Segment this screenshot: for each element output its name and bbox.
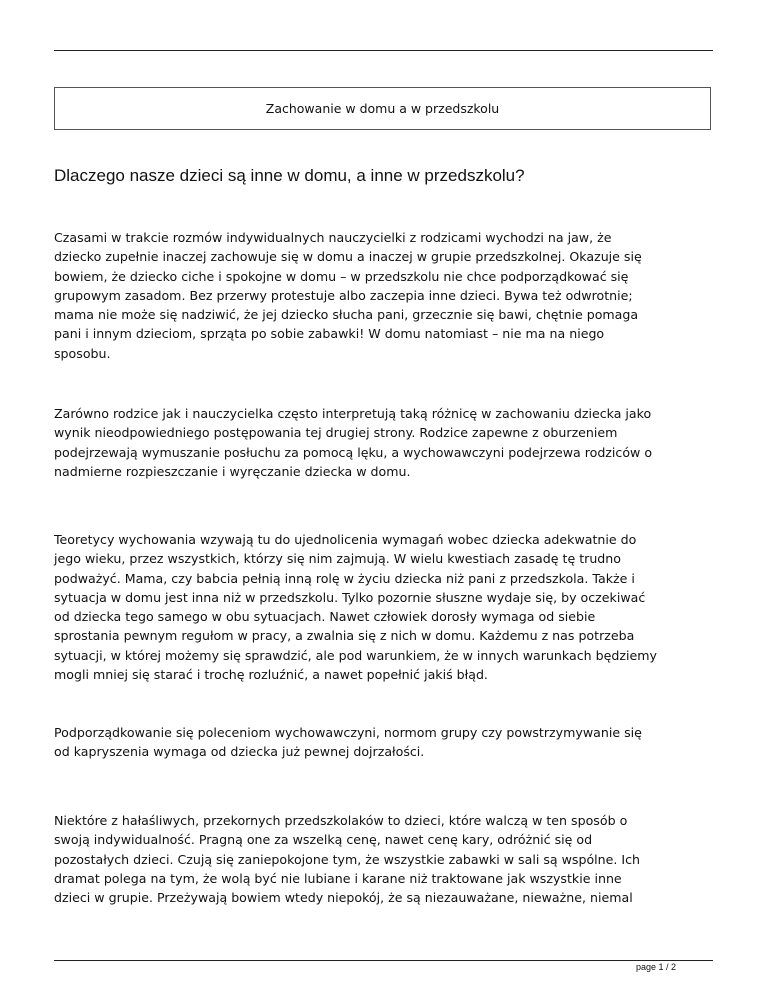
paragraph-line: grupowym zasadom. Bez przerwy protestuje albo zaczepia inne dzieci. Bywa też odwrotnie;	[54, 287, 633, 303]
paragraph-line: Niektóre z hałaśliwych, przekornych przedszkolaków to dzieci, które walczą w ten sposób o	[54, 813, 628, 828]
paragraph-line: bowiem, że dziecko ciche i spokojne w domu – w przedszkolu nie chce podporządkować się	[54, 268, 629, 284]
paragraph-line: Teoretycy wychowania wzywają tu do ujednolicenia wymagań wobec dziecka adekwatnie do	[54, 532, 637, 547]
paragraph-3	[54, 530, 716, 684]
paragraph-line: pozostałych dzieci. Czują się zaniepokojone tym, że wszystkie zabawki w sali są wspólne. Ich	[54, 851, 641, 867]
footer-rule	[54, 960, 713, 961]
page-number: page 1 / 2	[636, 962, 677, 972]
paragraph-line: podważyć. Mama, czy babcia pełnią inną rolę w życiu dziecka niż pani z przedszkola. Także i	[54, 570, 635, 586]
paragraph-1	[54, 228, 716, 363]
paragraph-line: sprostania pewnym regułom w pracy, a zwalnia się z nich w domu. Każdemu z nas potrzeba	[54, 628, 635, 644]
paragraph-5	[54, 811, 716, 907]
paragraph-line: Podporządkowanie się poleceniom wychowawczyni, normom grupy czy powstrzymywanie się	[54, 725, 642, 740]
paragraph-line: jego wieku, przez wszystkich, którzy się nim zajmują. W wielu kwestiach zasadę tę trudno	[54, 551, 621, 567]
document-title: Zachowanie w domu a w przedszkolu	[265, 101, 500, 116]
paragraph-line: dziecko zupełnie inaczej zachowuje się w domu a inaczej w grupie przedszkolnej. Okazuje się	[54, 249, 642, 265]
paragraph-line: podejrzewają wymuszanie posłuchu za pomocą lęku, a wychowawczyni podejrzewa rodziców o	[54, 444, 653, 460]
paragraph-2	[54, 404, 716, 481]
document-title-box	[54, 87, 711, 130]
paragraph-line: nadmierne rozpieszczanie i wyręczanie dziecka w domu.	[54, 463, 411, 479]
paragraph-line: pani i innym dzieciom, sprząta po sobie zabawki! W domu natomiast – nie ma na niego	[54, 326, 605, 342]
paragraph-line: od dziecka tego samego w obu sytuacjach. Nawet człowiek dorosły wymaga od siebie	[54, 609, 596, 625]
paragraph-line: dzieci w grupie. Przeżywają bowiem wtedy niepokój, że są niezauważane, nieważne, niemal	[54, 890, 633, 906]
paragraph-line: wynik nieodpowiedniego postępowania tej drugiej strony. Rodzice zapewne z oburzeniem	[54, 425, 618, 441]
paragraph-line: swoją indywidualność. Pragną one za wszelką cenę, nawet cenę kary, odróżnić się od	[54, 832, 593, 848]
paragraph-line: mogli mniej się starać i trochę rozluźnić, a nawet popełnić jakiś błąd.	[54, 667, 488, 683]
paragraph-4	[54, 723, 716, 762]
top-rule	[54, 50, 713, 51]
paragraph-line: dramat polega na tym, że wolą być nie lubiane i karane niż traktowane jak wszystkie inne	[54, 870, 622, 886]
paragraph-line: mama nie może się nadziwić, że jej dziecko słucha pani, grzecznie się bawi, chętnie pomaga	[54, 307, 639, 323]
paragraph-line: sytuacja w domu jest inna niż w przedszkolu. Tylko pozornie słuszne wydaje się, by oczekiwać	[54, 589, 646, 605]
paragraph-line: sytuacji, w której możemy się sprawdzić, ale pod warunkiem, że w innych warunkach będziemy	[54, 647, 657, 663]
paragraph-line: sposobu.	[54, 345, 111, 361]
paragraph-line: Czasami w trakcie rozmów indywidualnych nauczycielki z rodzicami wychodzi na jaw, że	[54, 230, 612, 245]
paragraph-line: Zarówno rodzice jak i nauczycielka często interpretują taką różnicę w zachowaniu dziecka jako	[54, 406, 652, 421]
paragraph-line: od kapryszenia wymaga od dziecka już pewnej dojrzałości.	[54, 744, 425, 760]
article-heading: Dlaczego nasze dzieci są inne w domu, a inne w przedszkolu?	[54, 166, 525, 185]
